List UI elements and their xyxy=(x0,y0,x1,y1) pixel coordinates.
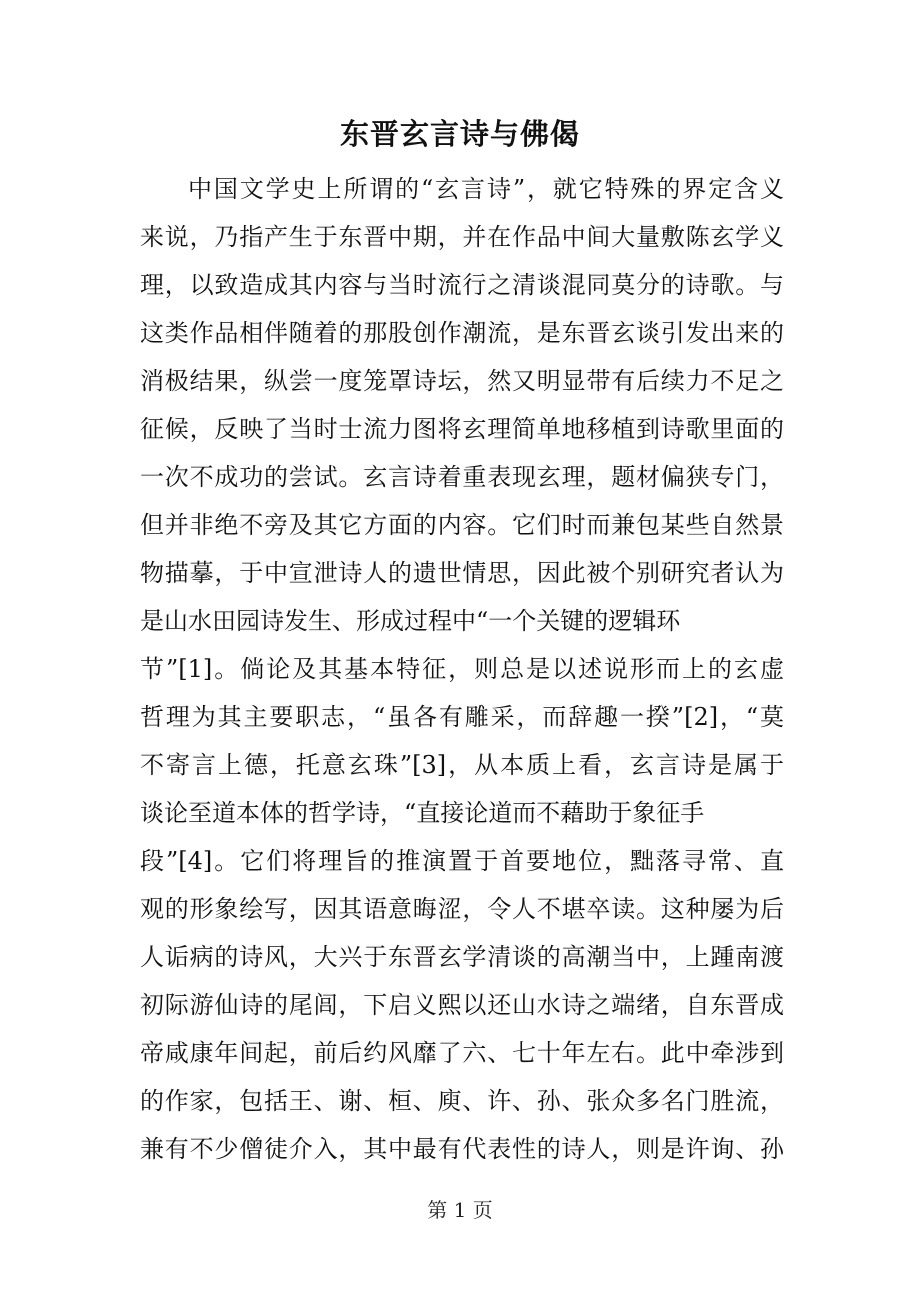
document-body xyxy=(140,165,784,1173)
paragraph-line: 中国文学史上所谓的“玄言诗”，就它特殊的界定含义 xyxy=(188,175,784,203)
paragraph-line: 人诟病的诗风，大兴于东晋玄学清谈的高潮当中，上踵南渡 xyxy=(140,943,784,971)
paragraph-line: 征候，反映了当时士流力图将玄理简单地移植到诗歌里面的 xyxy=(140,415,784,443)
paragraph-line: 理，以致造成其内容与当时流行之清谈混同莫分的诗歌。与 xyxy=(140,271,784,299)
paragraph-line: 的作家，包括王、谢、桓、庾、许、孙、张众多名门胜流， xyxy=(140,1087,784,1115)
document-title: 东晋玄言诗与佛偈 xyxy=(339,117,580,151)
paragraph-line: 兼有不少僧徒介入，其中最有代表性的诗人，则是许询、孙 xyxy=(140,1135,784,1163)
paragraph-line: 谈论至道本体的哲学诗，“直接论道而不藉助于象征手 xyxy=(140,799,705,827)
paragraph-line: 来说，乃指产生于东晋中期，并在作品中间大量敷陈玄学义 xyxy=(140,223,784,251)
paragraph-line: 不寄言上德，托意玄珠”[3]，从本质上看，玄言诗是属于 xyxy=(140,751,784,779)
paragraph-line: 消极结果，纵尝一度笼罩诗坛，然又明显带有后续力不足之 xyxy=(140,367,784,395)
paragraph-line: 初际游仙诗的尾闾，下启义熙以还山水诗之端绪，自东晋成 xyxy=(140,991,784,1019)
paragraph-line: 帝咸康年间起，前后约风靡了六、七十年左右。此中牵涉到 xyxy=(140,1039,784,1067)
page-number: 第 1 页 xyxy=(427,1198,493,1222)
paragraph-line: 观的形象绘写，因其语意晦涩，令人不堪卒读。这种屡为后 xyxy=(140,895,784,923)
paragraph-line: 但并非绝不旁及其它方面的内容。它们时而兼包某些自然景 xyxy=(140,511,784,539)
paragraph-line: 哲理为其主要职志，“虽各有雕采，而辞趣一揆”[2]，“莫 xyxy=(140,703,784,731)
paragraph-line: 物描摹，于中宣泄诗人的遗世情思，因此被个别研究者认为 xyxy=(140,559,784,587)
paragraph-line: 段”[4]。它们将理旨的推演置于首要地位，黜落寻常、直 xyxy=(140,847,784,875)
paragraph-line: 节”[1]。倘论及其基本特征，则总是以述说形而上的玄虚 xyxy=(140,655,784,683)
paragraph-line: 一次不成功的尝试。玄言诗着重表现玄理，题材偏狭专门， xyxy=(140,463,784,491)
paragraph-line: 这类作品相伴随着的那股创作潮流，是东晋玄谈引发出来的 xyxy=(140,319,784,347)
paragraph-line: 是山水田园诗发生、形成过程中“一个关键的逻辑环 xyxy=(140,607,681,635)
